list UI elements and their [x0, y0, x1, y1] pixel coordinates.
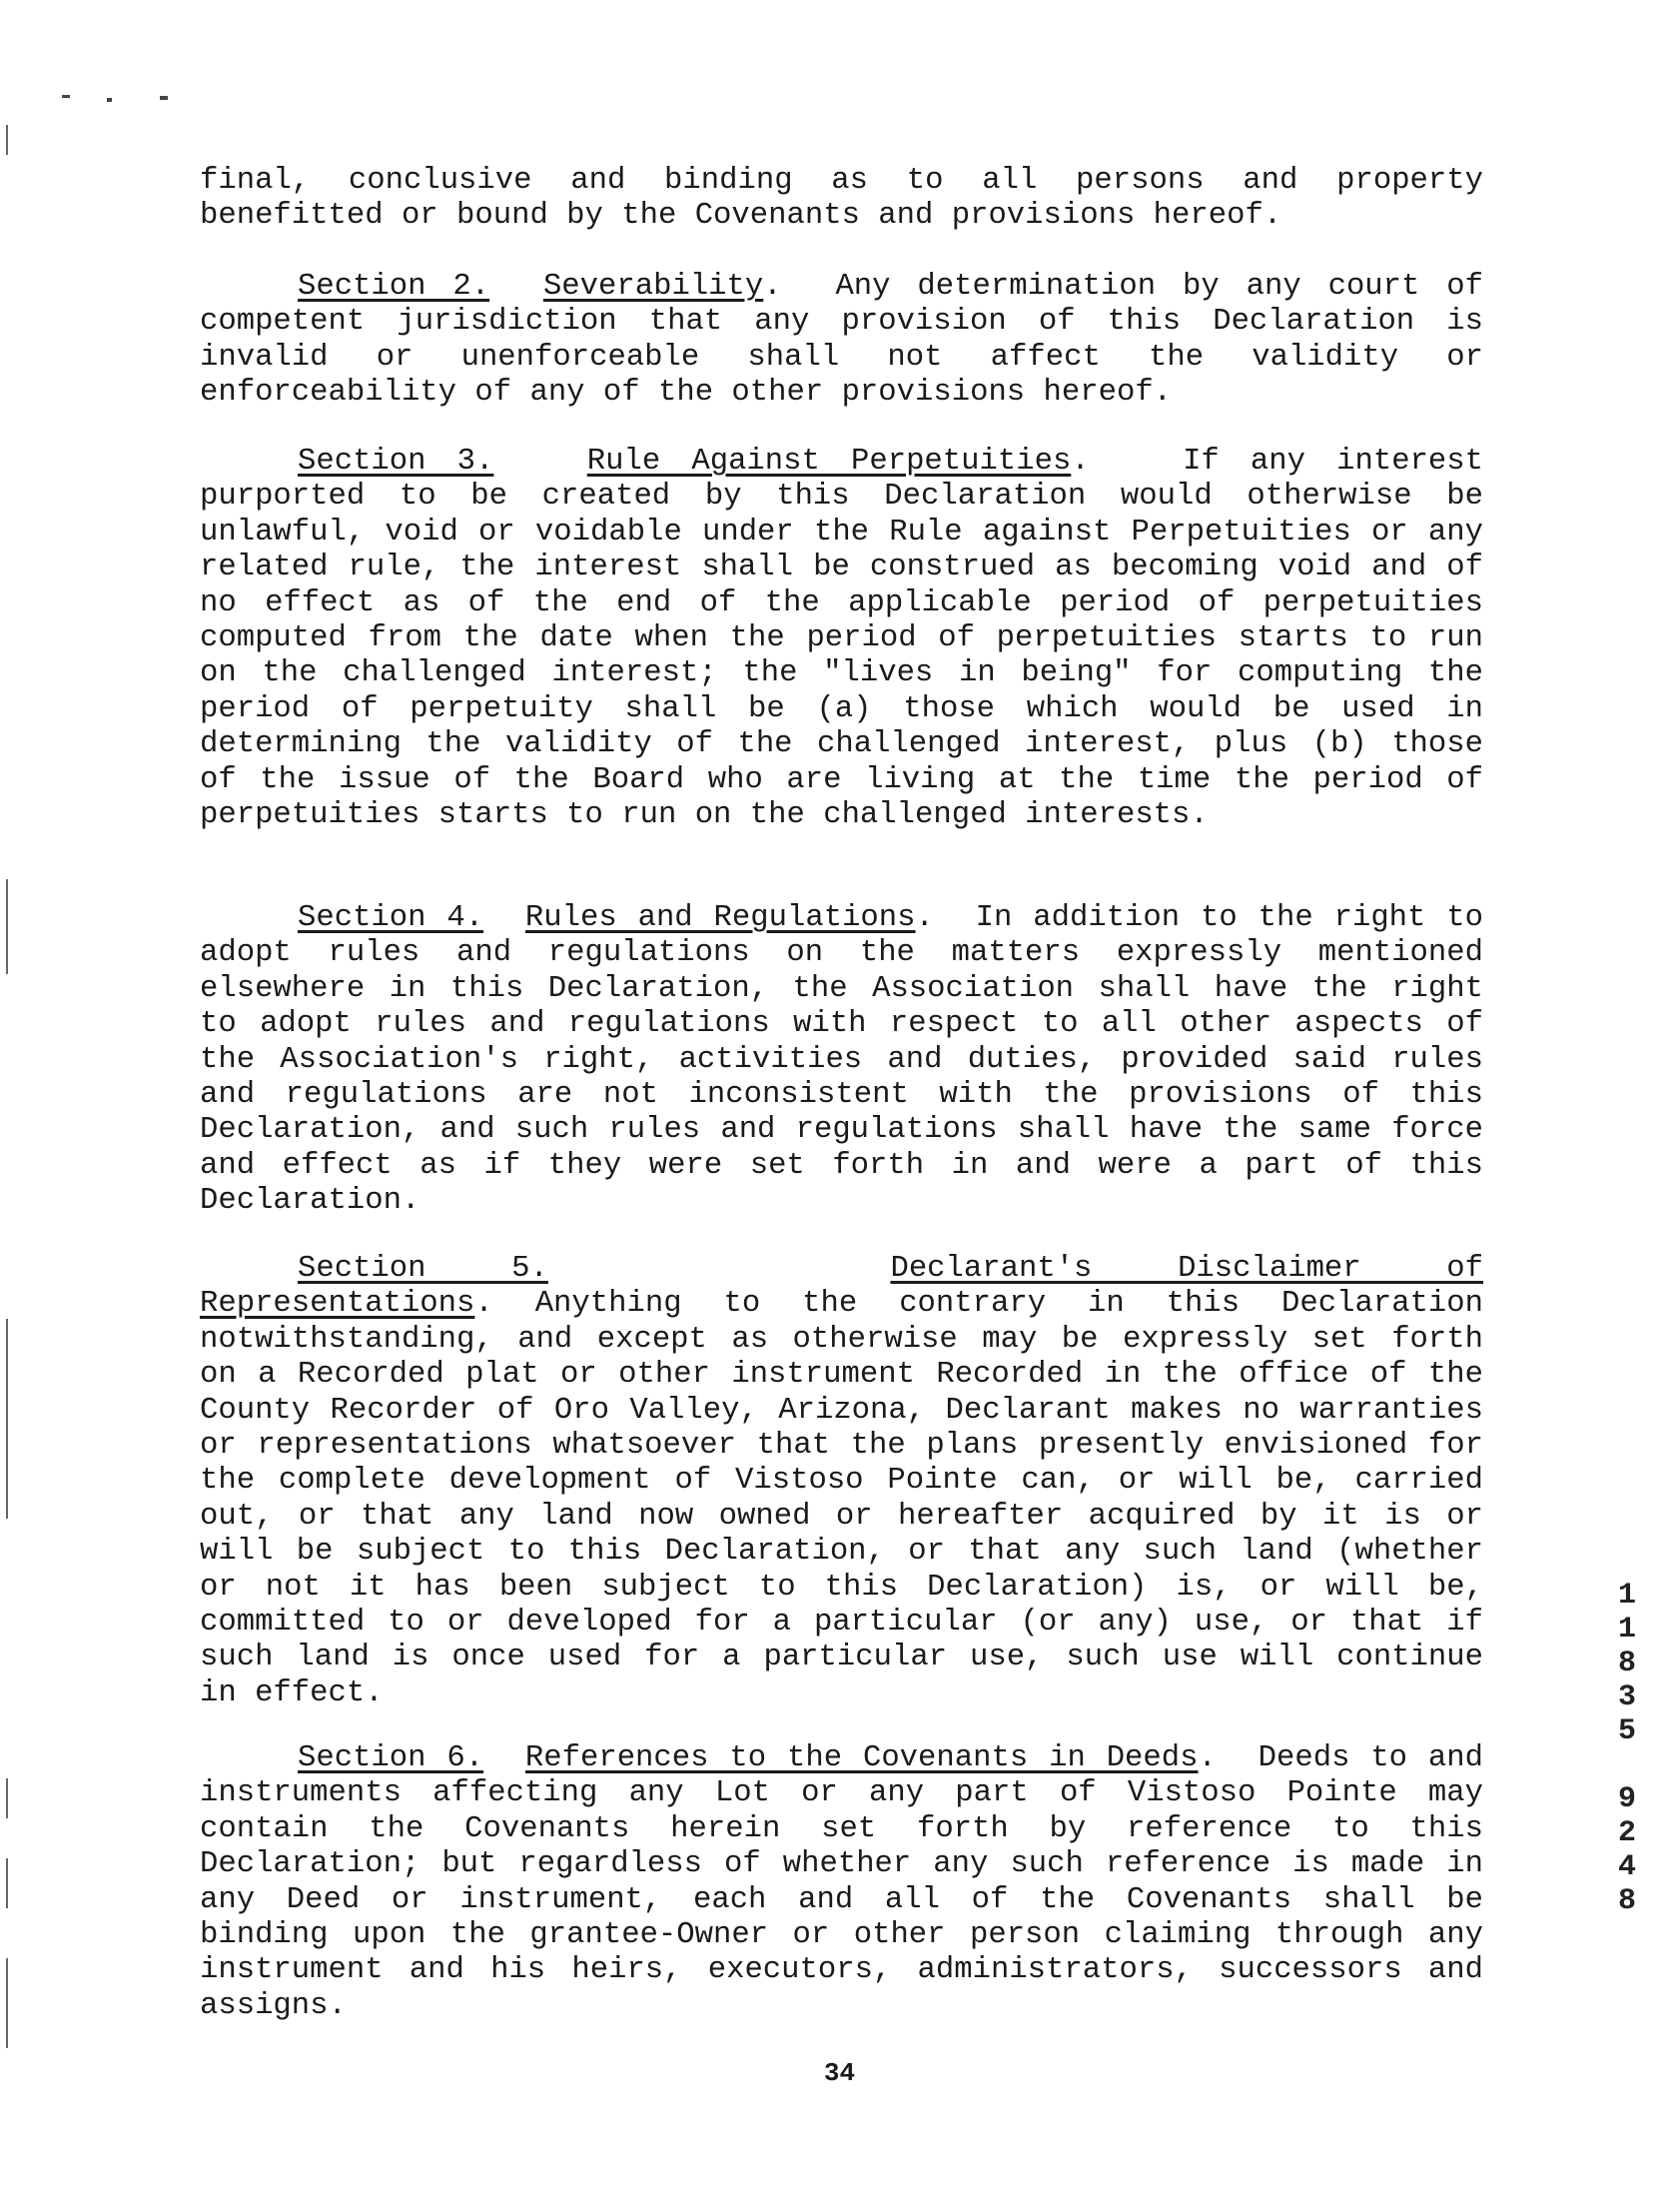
section-6: Section 6. References to the Covenants in Deeds. Deeds to and instruments affecting any Lot or any part of Vistoso Pointe may contain the Covenants herein set forth by reference to this Declaration; but regardless of whether any such reference is made in any Deed or instrument, each and all of the Covenants shall be binding upon the grantee-Owner or other person claiming through any instrument and his heirs, executors, administrators, successors and assigns.	[200, 1741, 1484, 2023]
scan-speck	[160, 96, 168, 100]
section-label: Section 3.	[298, 445, 494, 479]
recording-digit: 5	[1617, 1714, 1636, 1748]
recording-digit: 1	[1617, 1613, 1636, 1647]
margin-mark	[6, 1858, 8, 1908]
margin-mark	[6, 879, 8, 974]
section-heading: Declarant's Disclaimer of Representations	[200, 1252, 1484, 1322]
recording-digit: 8	[1617, 1647, 1636, 1680]
continuation-paragraph: final, conclusive and binding as to all persons and property benefitted or bound by the Covenants and provisions hereof.	[200, 164, 1483, 234]
recording-digit: 4	[1617, 1850, 1636, 1884]
recording-number	[1612, 1579, 1642, 1918]
section-2: Section 2. Severability. Any determination by any court of competent jurisdiction that any provision of this Declaration is invalid or unenforceable shall not affect the validity or enforceability of any of the other provisions hereof.	[200, 270, 1484, 411]
page-number: 34	[823, 2058, 856, 2088]
section-heading: References to the Covenants in Deeds	[524, 1741, 1199, 1775]
section-body: Any determination by any court of competent jurisdiction that any provision of this Declaration is invalid or unenforceable shall not affect the validity or enforceability of any of the other provisions hereof.	[200, 270, 1484, 411]
section-label: Section 2.	[298, 270, 490, 304]
scan-speck	[107, 98, 112, 102]
recording-digit: 9	[1617, 1782, 1636, 1816]
scan-speck	[62, 95, 70, 98]
section-heading: Rules and Regulations	[524, 901, 916, 935]
margin-mark	[6, 1319, 8, 1519]
recording-digit: 2	[1617, 1816, 1636, 1850]
section-label: Section 5.	[298, 1252, 548, 1286]
section-3: Section 3. Rule Against Perpetuities. If any interest purported to be created by this Declaration would otherwise be unlawful, void or voidable under the Rule against Perpetuities or any related rule, the interest shall be construed as becoming void and of no effect as of the end of the applicable period of perpetuities computed from the date when the period of perpetuities starts to run on the challenged interest; the "lives in being" for computing the period of perpetuity shall be (a) those which would be used in determining the validity of the challenged interest, plus (b) those of the issue of the Board who are living at the time the period of perpetuities starts to run on the challenged interests.	[200, 445, 1484, 833]
section-body: Deeds to and instruments affecting any Lot or any part of Vistoso Pointe may contain the Covenants herein set forth by reference to this Declaration; but regardless of whether any such reference is made in any Deed or instrument, each and all of the Covenants shall be binding upon the grantee-Owner or other person claiming through any instrument and his heirs, executors, administrators, successors and assigns.	[200, 1741, 1484, 2023]
section-heading: Severability	[542, 270, 764, 304]
recording-digit: 8	[1617, 1884, 1636, 1918]
section-4: Section 4. Rules and Regulations. In addition to the right to adopt rules and regulations on the matters expressly mentioned elsewhere in this Declaration, the Association shall have the right to adopt rules and regulations with respect to all other aspects of the Association's right, activities and duties, provided said rules and regulations are not inconsistent with the provisions of this Declaration, and such rules and regulations shall have the same force and effect as if they were set forth in and were a part of this Declaration.	[200, 901, 1484, 1219]
margin-mark	[6, 1778, 8, 1818]
section-label: Section 6.	[298, 1741, 484, 1775]
section-body: In addition to the right to adopt rules and regulations on the matters expressly mentioned elsewhere in this Declaration, the Association shall have the right to adopt rules and regulations with respect to all other aspects of the Association's right, activities and duties, provided said rules and regulations are not inconsistent with the provisions of this Declaration, and such rules and regulations shall have the same force and effect as if they were set forth in and were a part of this Declaration.	[200, 901, 1484, 1219]
section-label: Section 4.	[298, 901, 484, 935]
section-heading: Rule Against Perpetuities	[586, 445, 1072, 479]
recording-digit: 1	[1617, 1579, 1636, 1613]
margin-mark	[6, 125, 8, 155]
margin-mark	[6, 1958, 8, 2048]
section-body: Anything to the contrary in this Declaration notwithstanding, and except as otherwise may be expressly set forth on a Recorded plat or other instrument Recorded in the office of the County Recorder of Oro Valley, Arizona, Declarant makes no warranties or representations whatsoever that the plans presently envisioned for the complete development of Vistoso Pointe can, or will be, carried out, or that any land now owned or hereafter acquired by it is or will be subject to this Declaration, or that any such land (whether or not it has been subject to this Declaration) is, or will be, committed to or developed for a particular (or any) use, or that if such land is once used for a particular use, such use will continue in effect.	[200, 1287, 1484, 1710]
section-body: If any interest purported to be created by this Declaration would otherwise be unlawful, void or voidable under the Rule against Perpetuities or any related rule, the interest shall be construed as becoming void and of no effect as of the end of the applicable period of perpetuities computed from the date when the period of perpetuities starts to run on the challenged interest; the "lives in being" for computing the period of perpetuity shall be (a) those which would be used in determining the validity of the challenged interest, plus (b) those of the issue of the Board who are living at the time the period of perpetuities starts to run on the challenged interests.	[200, 445, 1484, 833]
section-5: Section 5. Declarant's Disclaimer of Representations. Anything to the contrary in this Declaration notwithstanding, and except as otherwise may be expressly set forth on a Recorded plat or other instrument Recorded in the office of the County Recorder of Oro Valley, Arizona, Declarant makes no warranties or representations whatsoever that the plans presently envisioned for the complete development of Vistoso Pointe can, or will be, carried out, or that any land now owned or hereafter acquired by it is or will be subject to this Declaration, or that any such land (whether or not it has been subject to this Declaration) is, or will be, committed to or developed for a particular (or any) use, or that if such land is once used for a particular use, such use will continue in effect.	[200, 1252, 1484, 1710]
recording-digit: 3	[1617, 1680, 1636, 1714]
